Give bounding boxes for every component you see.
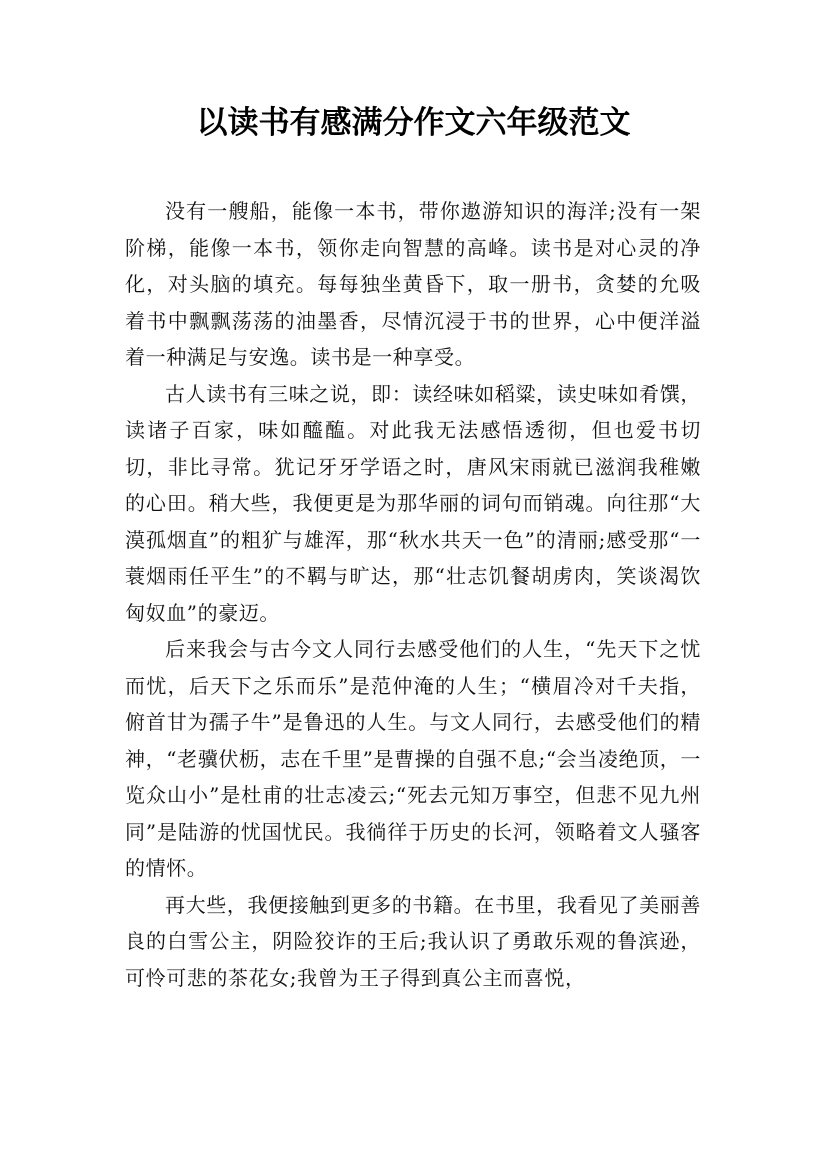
document-title: 以读书有感满分作文六年级范文 [196, 105, 631, 141]
paragraph-2: 古人读书有三味之说，即：读经味如稻粱，读史味如肴馔，读诸子百家，味如醯醢。对此我无法感悟透彻，但也爱书切切，非比寻常。犹记牙牙学语之时，唐风宋雨就已滋润我稚嫩的心田。稍大些，我便更是为那华丽的词句而销魂。向往那“大漠孤烟直”的粗犷与雄浑，那“秋水共天一色”的清丽;感受那“一蓑烟雨任平生”的不羁与旷达，那“壮志饥餐胡虏肉，笑谈渴饮匈奴血”的豪迈。 [125, 381, 701, 625]
document-body [125, 193, 701, 996]
paragraph-3: 后来我会与古今文人同行去感受他们的人生，“先天下之忧而忧，后天下之乐而乐”是范仲淹的人生；“横眉冷对千夫指，俯首甘为孺子牛”是鲁迅的人生。与文人同行，去感受他们的精神，“老骥伏枥，志在千里”是曹操的自强不息;“会当凌绝顶，一览众山小”是杜甫的壮志凌云;“死去元知万事空，但悲不见九州同”是陆游的忧国忧民。我徜徉于历史的长河，领略着文人骚客的情怀。 [125, 637, 701, 880]
paragraph-4: 再大些，我便接触到更多的书籍。在书里，我看见了美丽善良的白雪公主，阴险狡诈的王后;我认识了勇敢乐观的鲁滨逊，可怜可悲的茶花女;我曾为王子得到真公主而喜悦， [125, 892, 701, 990]
paragraph-1: 没有一艘船，能像一本书，带你遨游知识的海洋;没有一架阶梯，能像一本书，领你走向智慧的高峰。读书是对心灵的净化，对头脑的填充。每每独坐黄昏下，取一册书，贪婪的允吸着书中飘飘荡荡的油墨香，尽情沉浸于书的世界，心中便洋溢着一种满足与安逸。读书是一种享受。 [125, 199, 701, 369]
